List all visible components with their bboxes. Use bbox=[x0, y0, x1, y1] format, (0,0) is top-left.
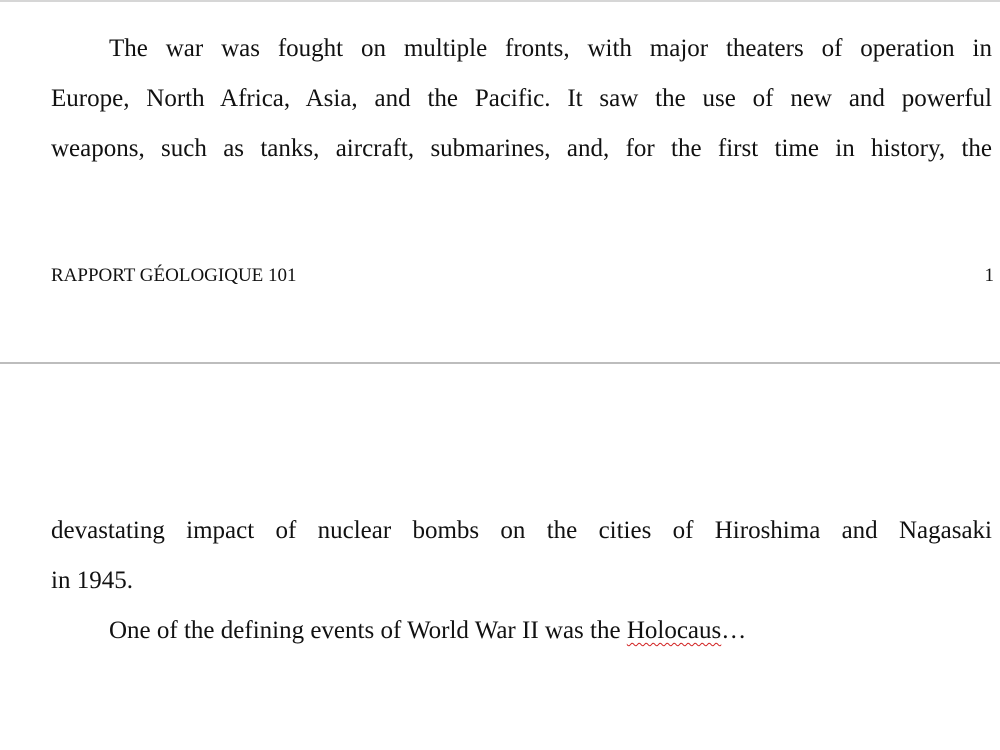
page-number: 1 bbox=[984, 265, 994, 286]
document-page-lower[interactable] bbox=[0, 364, 1000, 750]
body-text-line-with-spelling-error bbox=[109, 614, 992, 648]
body-text-line: Europe, North Africa, Asia, and the Pacific. It saw the use of new and powerful bbox=[51, 85, 992, 112]
ellipsis: … bbox=[721, 617, 747, 644]
body-text-line: The war was fought on multiple fronts, with major theaters of operation in bbox=[109, 35, 992, 62]
misspelled-word[interactable]: Holocaus bbox=[626, 617, 722, 644]
document-page-upper[interactable] bbox=[0, 2, 1000, 362]
body-text-segment: One of the defining events of World War II was the bbox=[109, 617, 627, 644]
body-text-line: in 1945. bbox=[51, 567, 133, 594]
running-header-title: RAPPORT GÉOLOGIQUE 101 bbox=[51, 265, 297, 286]
body-text-line: weapons, such as tanks, aircraft, submarines, and, for the first time in history, the bbox=[51, 135, 992, 162]
body-text-line: devastating impact of nuclear bombs on the cities of Hiroshima and Nagasaki bbox=[51, 517, 992, 544]
